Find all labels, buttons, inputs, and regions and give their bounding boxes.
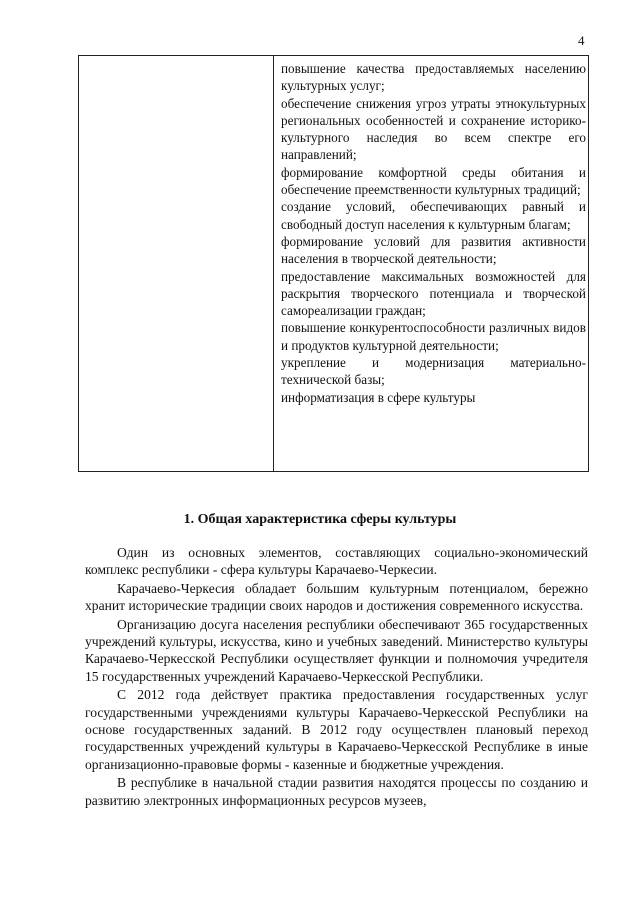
goal-item: повышение качества предоставляемых населению культурных услуг;: [281, 61, 586, 94]
goals-table-left-cell: [79, 56, 274, 471]
goals-table-right-cell: [281, 60, 586, 406]
body-paragraph: С 2012 года действует практика предоставления государственных услуг государственными учреждениями культуры Карачаево-Черкесской Республики на основе государственных заданий. В 2012 году осуществлен плановый переход государственных учреждений культуры в Карачаево-Черкесской Республике в иные организационно-правовые формы - казенные и бюджетные учреждения.: [85, 687, 588, 772]
goal-item: предоставление максимальных возможностей для раскрытия творческого потенциала и творческой самореализации граждан;: [281, 268, 586, 319]
body-paragraph: Организацию досуга населения республики обеспечивают 365 государственных учреждений культуры, искусства, кино и учебных заведений. Министерство культуры Карачаево-Черкесской Республики осуществляет функции и полномочия учредителя 15 государственных учреждений Карачаево-Черкесской Республики.: [85, 616, 588, 684]
body-paragraph: Карачаево-Черкесия обладает большим культурным потенциалом, бережно хранит исторические традиции своих народов и достижения современного искусства.: [85, 580, 588, 614]
goal-item: формирование комфортной среды обитания и обеспечение преемственности культурных традиций;: [281, 164, 586, 198]
page-number: 4: [578, 33, 585, 48]
goal-item: укрепление и модернизация материально-технической базы;: [281, 355, 586, 388]
goal-item: создание условий, обеспечивающих равный и свободный доступ населения к культурным благам;: [281, 199, 586, 232]
body-paragraph: Один из основных элементов, составляющих социально-экономический комплекс республики - сфера культуры Карачаево-Черкесии.: [85, 545, 588, 578]
section-body: [85, 544, 588, 810]
section-heading: 1. Общая характеристика сферы культуры: [183, 512, 457, 527]
goal-item: информатизация в сфере культуры: [281, 389, 476, 405]
goal-item: формирование условий для развития активности населения в творческой деятельности;: [281, 233, 586, 267]
goals-table: [78, 55, 589, 472]
body-paragraph: В республике в начальной стадии развития находятся процессы по созданию и развитию электронных информационных ресурсов музеев,: [85, 775, 588, 808]
goal-item: повышение конкурентоспособности различных видов и продуктов культурной деятельности;: [281, 320, 586, 353]
goal-item: обеспечение снижения угроз утраты этнокультурных региональных особенностей и сохранение историко-культурного наследия во всем спектре его направлений;: [281, 95, 586, 163]
